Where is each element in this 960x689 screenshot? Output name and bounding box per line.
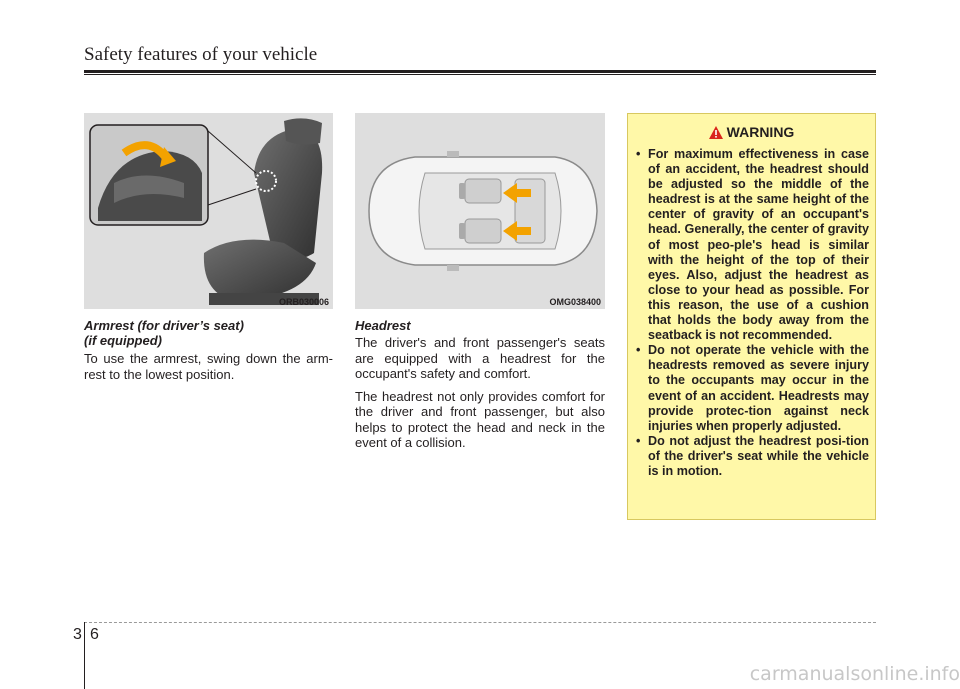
headrest-body — [355, 335, 605, 458]
armrest-body — [84, 351, 333, 389]
armrest-figure-code: ORB030006 — [278, 297, 329, 307]
warning-item: • Do not adjust the headrest posi-tion of the driver's seat while the vehicle is in motion. — [636, 434, 869, 479]
warning-header — [628, 124, 875, 140]
warning-box — [627, 113, 876, 520]
warning-list — [636, 147, 869, 479]
watermark: carmanualsonline.info — [749, 663, 960, 685]
footer-side-rule — [84, 622, 85, 689]
headrest-para-1: The driver's and front passenger's seats are equipped with a headrest for the occupant's safety and comfort. — [355, 335, 605, 381]
warning-item: • For maximum effectiveness in case of an accident, the headrest should be adjusted so the middle of the headrest is at the same height of the center of gravity of an occupant's head. Generally, the center of gravity of most peo-ple's head is similar with the height of the top of their eyes. Also, adjust the headrest as close to your head as possible. For this reason, the use of a cushion that holds the body away from the seatback is not recommended. — [636, 147, 869, 343]
chapter-number: 3 — [73, 626, 82, 643]
page-header-title: Safety features of your vehicle — [84, 44, 318, 65]
headrest-figure-code: OMG038400 — [549, 297, 601, 307]
footer-dashed-rule — [84, 622, 876, 623]
car-top-view-illustration — [355, 113, 605, 309]
warning-triangle-icon — [709, 126, 723, 139]
headrest-figure — [355, 113, 605, 309]
armrest-body-text: To use the armrest, swing down the arm-rest to the lowest position. — [84, 351, 333, 382]
headrest-para-2: The headrest not only provides comfort for the driver and front passenger, but also helps to protect the head and neck in the event of a collision. — [355, 388, 605, 450]
header-rule — [84, 70, 876, 73]
headrest-heading: Headrest — [355, 318, 411, 333]
armrest-seat-illustration — [84, 113, 333, 309]
header-rule-thin — [84, 74, 876, 75]
armrest-figure — [84, 113, 333, 309]
armrest-heading — [84, 318, 333, 348]
armrest-heading-line1: Armrest (for driver’s seat) — [84, 318, 244, 333]
warning-item: • Do not operate the vehicle with the headrests removed as severe injury to the occupants may occur in the event of an accident. Headrests may provide protec-tion against neck injuries when properly adjusted. — [636, 343, 869, 434]
page-number: 6 — [90, 626, 99, 643]
armrest-heading-line2: (if equipped) — [84, 333, 162, 348]
warning-title: WARNING — [726, 124, 795, 140]
